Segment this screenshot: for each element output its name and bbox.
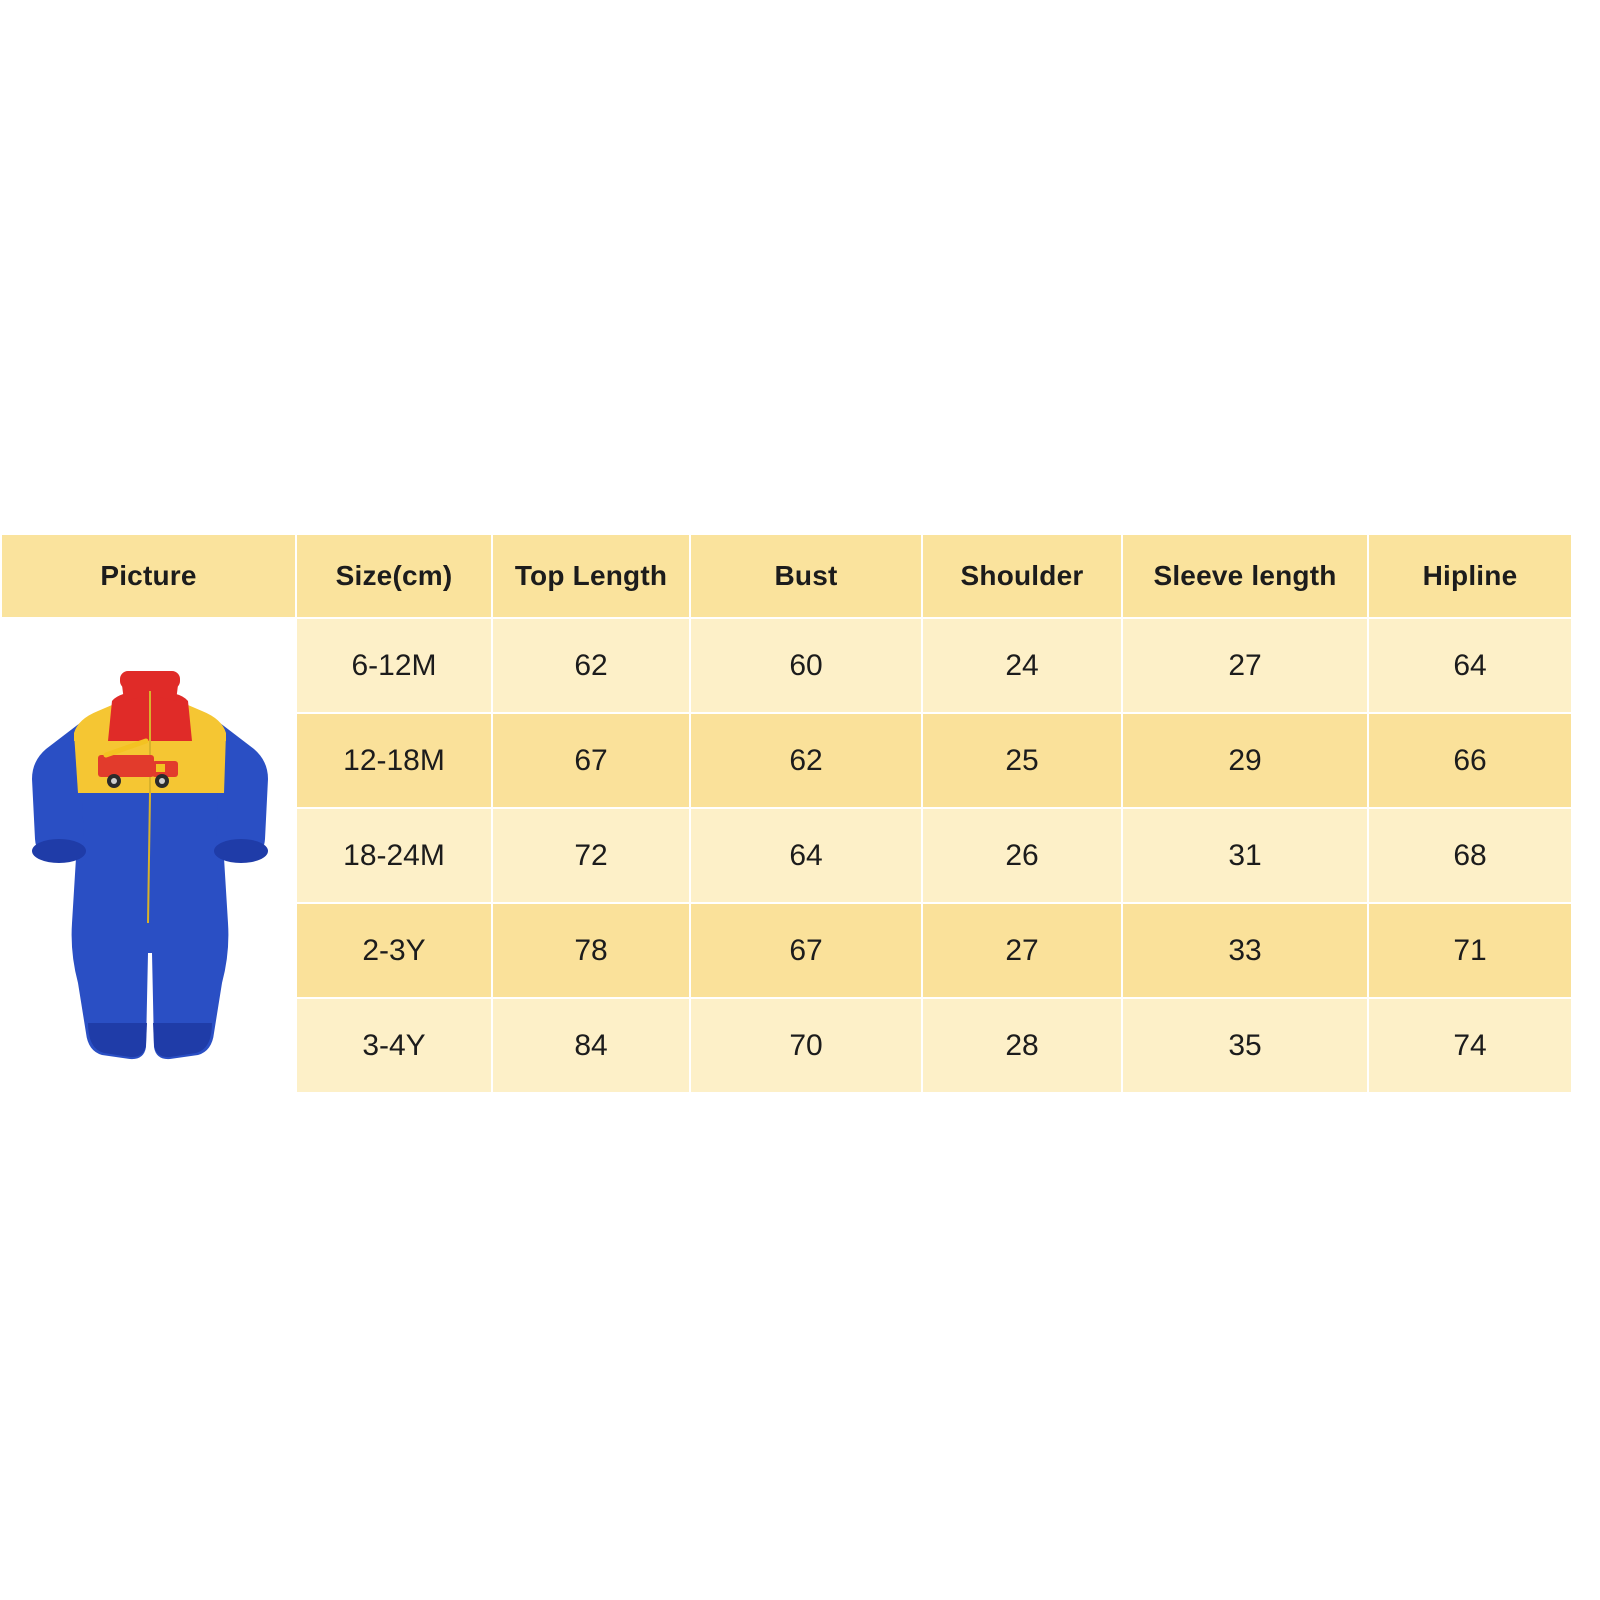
header-size: Size(cm) [296,534,492,618]
product-romper-image [2,623,297,1088]
cell-shoulder: 26 [922,808,1122,903]
header-row [1,534,1572,618]
cell-shoulder: 28 [922,998,1122,1093]
cell-sleeve-length: 33 [1122,903,1368,998]
cell-top-length: 72 [492,808,690,903]
cell-size: 18-24M [296,808,492,903]
cell-sleeve-length: 35 [1122,998,1368,1093]
table-header [1,534,1572,618]
header-shoulder: Shoulder [922,534,1122,618]
cell-top-length: 84 [492,998,690,1093]
cell-bust: 64 [690,808,922,903]
cell-size: 12-18M [296,713,492,808]
cell-shoulder: 25 [922,713,1122,808]
cell-hipline: 64 [1368,618,1572,713]
header-top-length: Top Length [492,534,690,618]
cell-top-length: 78 [492,903,690,998]
cell-bust: 62 [690,713,922,808]
cell-sleeve-length: 27 [1122,618,1368,713]
cell-hipline: 66 [1368,713,1572,808]
truck-window [156,764,165,772]
size-chart-container [0,533,1545,1094]
cell-shoulder: 27 [922,903,1122,998]
table-row [1,618,1572,713]
truck-wheel-left-hub [111,778,117,784]
cell-bust: 60 [690,618,922,713]
truck-wheel-right-hub [159,778,165,784]
collar-band [120,671,180,689]
cell-size: 2-3Y [296,903,492,998]
cell-hipline: 68 [1368,808,1572,903]
cell-bust: 67 [690,903,922,998]
left-sleeve-cuff [32,839,86,863]
cell-sleeve-length: 31 [1122,808,1368,903]
cell-size: 6-12M [296,618,492,713]
cell-sleeve-length: 29 [1122,713,1368,808]
cell-bust: 70 [690,998,922,1093]
right-shoulder-yellow [188,705,226,741]
cell-top-length: 62 [492,618,690,713]
truck-body [98,755,154,777]
cell-hipline: 71 [1368,903,1572,998]
cell-top-length: 67 [492,713,690,808]
header-picture: Picture [1,534,296,618]
cell-hipline: 74 [1368,998,1572,1093]
product-image-cell [1,618,296,1093]
table-body [1,618,1572,1093]
header-hipline: Hipline [1368,534,1572,618]
left-shoulder-yellow [74,705,112,741]
right-sleeve-cuff [214,839,268,863]
header-bust: Bust [690,534,922,618]
header-sleeve-length: Sleeve length [1122,534,1368,618]
cell-shoulder: 24 [922,618,1122,713]
cell-size: 3-4Y [296,998,492,1093]
size-chart-table [0,533,1573,1094]
